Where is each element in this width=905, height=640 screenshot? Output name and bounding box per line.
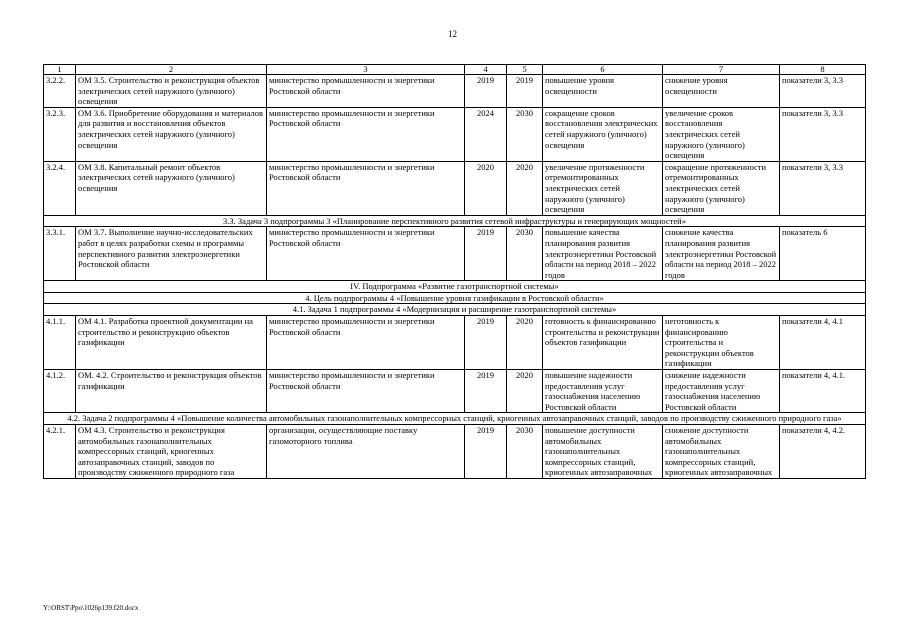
section-row: [44, 413, 866, 425]
non-implementation-consequence: сокращение протяженности отремонтированных электрических сетей наружного (уличного) освещения: [663, 161, 780, 215]
column-number-row: [44, 65, 866, 75]
column-number: 1: [44, 65, 76, 75]
table-row: [44, 227, 866, 281]
section-title: IV. Подпрограмма «Развитие газотранспортной системы»: [44, 281, 866, 293]
executor: министерство промышленности и энергетики Ростовской области: [267, 316, 465, 370]
section-row: [44, 281, 866, 293]
section-row: [44, 292, 866, 304]
row-number: 4.1.2.: [44, 370, 76, 413]
non-implementation-consequence: снижение доступности автомобильных газонаполнительных компрессорных станций, криогенных автозаправочных: [663, 425, 780, 479]
start-year: 2019: [465, 227, 507, 281]
start-year: 2019: [465, 425, 507, 479]
non-implementation-consequence: увеличение сроков восстановления электрических сетей наружного (уличного) освещения: [663, 107, 780, 161]
non-implementation-consequence: снижение уровня освещенности: [663, 75, 780, 108]
column-number: 5: [507, 65, 543, 75]
non-implementation-consequence: неготовность к финансированию строительства и реконструкции объектов газификации: [663, 316, 780, 370]
expected-result: сокращение сроков восстановления электрических сетей наружного (уличного) освещения: [543, 107, 663, 161]
measures-table: [43, 64, 866, 479]
page-number: 12: [448, 29, 457, 39]
expected-result: повышение качества планирования развития электроэнергетики Ростовской области на период 2018 – 2022 годов: [543, 227, 663, 281]
table-row: [44, 425, 866, 479]
end-year: 2030: [507, 227, 543, 281]
expected-result: повышение надежности предоставления услуг газоснабжения населению Ростовской области: [543, 370, 663, 413]
section-title: 4.1. Задача 1 подпрограммы 4 «Модернизация и расширение газотранспортной системы»: [44, 304, 866, 316]
measure-name: ОМ. 4.2. Строительство и реконструкция объектов газификации: [76, 370, 267, 413]
section-title: 4. Цель подпрограммы 4 «Повышение уровня газификации в Ростовской области»: [44, 292, 866, 304]
column-number: 8: [780, 65, 866, 75]
table-row: [44, 107, 866, 161]
measure-name: ОМ 4.3. Строительство и реконструкция автомобильных газонаполнительных компрессорных станций, криогенных автозаправочных станций, заводов по производству сжиженного природного газа: [76, 425, 267, 479]
measure-name: ОМ 3.7. Выполнение научно-исследовательских работ в целях разработки схемы и программы перспективного развития электроэнергетики Ростовской области: [76, 227, 267, 281]
indicator-link: показатели 4, 4.2.: [780, 425, 866, 479]
non-implementation-consequence: снижение надежности предоставления услуг газоснабжения населению Ростовской области: [663, 370, 780, 413]
table-row: [44, 75, 866, 108]
expected-result: готовность к финансированию строительства и реконструкции объектов газификации: [543, 316, 663, 370]
section-title: 3.3. Задача 3 подпрограммы 3 «Планирование перспективного развития сетевой инфраструктуры и генерирующих мощностей»: [44, 215, 866, 227]
row-number: 3.3.1.: [44, 227, 76, 281]
executor: министерство промышленности и энергетики Ростовской области: [267, 370, 465, 413]
row-number: 3.2.2.: [44, 75, 76, 108]
expected-result: увеличение протяженности отремонтированных электрических сетей наружного (уличного) освещения: [543, 161, 663, 215]
measure-name: ОМ 3.5. Строительство и реконструкция объектов электрических сетей наружного (уличного) освещения: [76, 75, 267, 108]
executor: министерство промышленности и энергетики Ростовской области: [267, 227, 465, 281]
start-year: 2019: [465, 316, 507, 370]
end-year: 2020: [507, 370, 543, 413]
measure-name: ОМ 3.6. Приобретение оборудования и материалов для развития и восстановления объектов электрических сетей наружного (уличного) освещения: [76, 107, 267, 161]
table-row: [44, 370, 866, 413]
column-number: 3: [267, 65, 465, 75]
end-year: 2019: [507, 75, 543, 108]
column-number: 6: [543, 65, 663, 75]
executor: организации, осуществляющие поставку газомоторного топлива: [267, 425, 465, 479]
start-year: 2019: [465, 75, 507, 108]
indicator-link: показатели 4, 4.1: [780, 316, 866, 370]
executor: министерство промышленности и энергетики Ростовской области: [267, 107, 465, 161]
table-row: [44, 161, 866, 215]
row-number: 3.2.3.: [44, 107, 76, 161]
file-path-footer: Y:\ORST\Ppo\1026p139.f20.docx: [43, 604, 139, 612]
section-title: 4.2. Задача 2 подпрограммы 4 «Повышение количества автомобильных газонаполнительных компрессорных станций, криогенных автозаправочных станций, заводов по производству сжиженного природного газа»: [44, 413, 866, 425]
indicator-link: показатели 4, 4.1.: [780, 370, 866, 413]
indicator-link: показатели 3, 3.3: [780, 161, 866, 215]
table-row: [44, 316, 866, 370]
column-number: 7: [663, 65, 780, 75]
row-number: 4.1.1.: [44, 316, 76, 370]
section-row: [44, 215, 866, 227]
section-row: [44, 304, 866, 316]
start-year: 2020: [465, 161, 507, 215]
start-year: 2019: [465, 370, 507, 413]
executor: министерство промышленности и энергетики Ростовской области: [267, 161, 465, 215]
end-year: 2030: [507, 107, 543, 161]
column-number: 4: [465, 65, 507, 75]
end-year: 2030: [507, 425, 543, 479]
column-number: 2: [76, 65, 267, 75]
expected-result: повышение доступности автомобильных газонаполнительных компрессорных станций, криогенных автозаправочных: [543, 425, 663, 479]
executor: министерство промышленности и энергетики Ростовской области: [267, 75, 465, 108]
end-year: 2020: [507, 316, 543, 370]
start-year: 2024: [465, 107, 507, 161]
measure-name: ОМ 4.1. Разработка проектной документации на строительство и реконструкцию объектов газификации: [76, 316, 267, 370]
expected-result: повышение уровня освещенности: [543, 75, 663, 108]
measure-name: ОМ 3.8. Капитальный ремонт объектов электрических сетей наружного (уличного) освещения: [76, 161, 267, 215]
non-implementation-consequence: снижение качества планирования развития электроэнергетики Ростовской области на период 2018 – 2022 годов: [663, 227, 780, 281]
row-number: 4.2.1.: [44, 425, 76, 479]
indicator-link: показатели 3, 3.3: [780, 75, 866, 108]
row-number: 3.2.4.: [44, 161, 76, 215]
indicator-link: показатели 3, 3.3: [780, 107, 866, 161]
indicator-link: показатель 6: [780, 227, 866, 281]
end-year: 2020: [507, 161, 543, 215]
